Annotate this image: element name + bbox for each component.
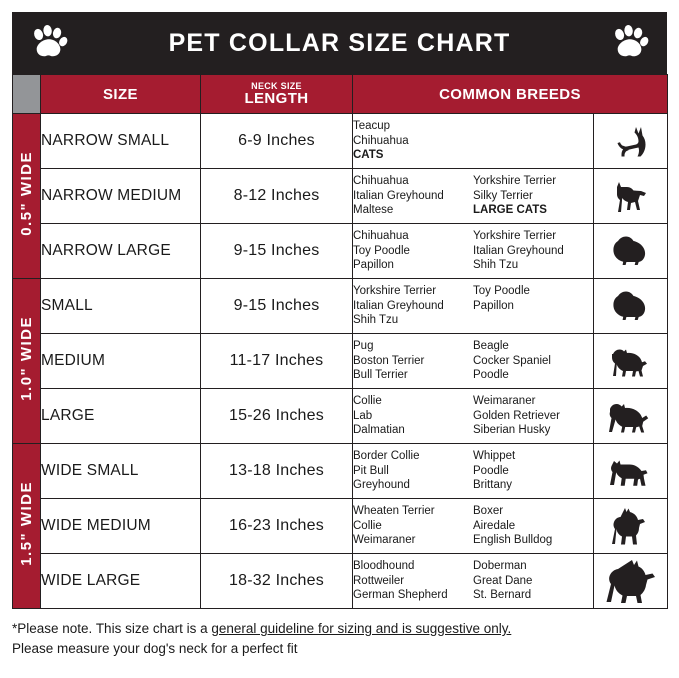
cell-breeds xyxy=(353,499,594,554)
cell-length: 13-18 Inches xyxy=(201,444,353,499)
breeds-column-2: Whippet Poodle Brittany xyxy=(473,449,516,492)
breeds-column-2: Boxer Airedale English Bulldog xyxy=(473,504,553,547)
cell-length: 6-9 Inches xyxy=(201,114,353,169)
group-label-wide: 1.5" WIDE xyxy=(13,444,41,609)
cell-length: 15-26 Inches xyxy=(201,389,353,444)
table-body xyxy=(13,114,668,609)
table-row xyxy=(13,554,668,609)
breeds-column-2: Weimaraner Golden Retriever Siberian Husky xyxy=(473,394,560,437)
footnote-line-1 xyxy=(12,619,667,639)
table-row xyxy=(13,499,668,554)
cell-size: WIDE SMALL xyxy=(41,444,201,499)
column-header-length xyxy=(201,75,353,114)
breeds-column-1: Bloodhound Rottweiler German Shepherd xyxy=(353,559,448,602)
table-row xyxy=(13,224,668,279)
cell-length: 18-32 Inches xyxy=(201,554,353,609)
footnote-underlined: general guideline for sizing and is suggestive only. xyxy=(211,621,512,636)
breeds-column-1: Border Collie Pit Bull Greyhound xyxy=(353,449,420,492)
paw-print-icon xyxy=(30,25,68,61)
breeds-column-2: Yorkshire Terrier Italian Greyhound Shih Tzu xyxy=(473,229,564,272)
breeds-column-1: Teacup Chihuahua CATS xyxy=(353,119,409,162)
breeds-column-1: Pug Boston Terrier Bull Terrier xyxy=(353,339,425,382)
sitting-cat-icon xyxy=(594,114,668,169)
small-dog-icon xyxy=(594,169,668,224)
cell-breeds xyxy=(353,444,594,499)
bulldog-icon xyxy=(594,444,668,499)
size-chart-table xyxy=(12,74,668,609)
breeds-column-2: Yorkshire Terrier Silky Terrier LARGE CATS xyxy=(473,174,557,217)
cell-length: 11-17 Inches xyxy=(201,334,353,389)
column-header-length-label: LENGTH xyxy=(244,90,309,107)
table-row xyxy=(13,279,668,334)
footnote-prefix: *Please note. This size chart is a xyxy=(12,621,212,636)
cell-length: 9-15 Inches xyxy=(201,224,353,279)
breeds-column-2: Beagle Cocker Spaniel Poodle xyxy=(473,339,551,382)
cell-size: NARROW SMALL xyxy=(41,114,201,169)
breeds-column-1: Collie Lab Dalmatian xyxy=(353,394,405,437)
table-row xyxy=(13,114,668,169)
breeds-column-1: Chihuahua Italian Greyhound Maltese xyxy=(353,174,444,217)
beagle-icon xyxy=(594,334,668,389)
cell-length: 8-12 Inches xyxy=(201,169,353,224)
table-row xyxy=(13,169,668,224)
breeds-column-1: Yorkshire Terrier Italian Greyhound Shih Tzu xyxy=(353,284,444,327)
cell-size: NARROW LARGE xyxy=(41,224,201,279)
fluffy-dog-icon xyxy=(594,224,668,279)
column-header-size: SIZE xyxy=(41,75,201,114)
table-row xyxy=(13,389,668,444)
cell-size: WIDE MEDIUM xyxy=(41,499,201,554)
corner-cell xyxy=(13,75,41,114)
breeds-column-2: Doberman Great Dane St. Bernard xyxy=(473,559,533,602)
breeds-column-1: Wheaten Terrier Collie Weimaraner xyxy=(353,504,435,547)
footnote-line-2: Please measure your dog's neck for a perfect fit xyxy=(12,641,298,657)
fluffy-dog-icon xyxy=(594,279,668,334)
cell-length: 16-23 Inches xyxy=(201,499,353,554)
cell-breeds xyxy=(353,554,594,609)
cell-size: MEDIUM xyxy=(41,334,201,389)
cell-size: LARGE xyxy=(41,389,201,444)
breeds-column-2 xyxy=(473,119,593,163)
doberman-icon xyxy=(594,554,668,609)
table-header-row xyxy=(13,75,668,114)
cell-size: WIDE LARGE xyxy=(41,554,201,609)
breeds-column-2: Toy Poodle Papillon xyxy=(473,284,530,312)
standing-dog-icon xyxy=(594,499,668,554)
cell-length: 9-15 Inches xyxy=(201,279,353,334)
cell-breeds xyxy=(353,169,594,224)
cell-breeds xyxy=(353,389,594,444)
page-title: PET COLLAR SIZE CHART xyxy=(168,28,511,57)
group-label-standard: 1.0" WIDE xyxy=(13,279,41,444)
table-row xyxy=(13,444,668,499)
cell-breeds xyxy=(353,224,594,279)
cell-breeds xyxy=(353,279,594,334)
retriever-icon xyxy=(594,389,668,444)
column-header-breeds: COMMON BREEDS xyxy=(353,75,668,114)
cell-size: SMALL xyxy=(41,279,201,334)
group-label-narrow: 0.5" WIDE xyxy=(13,114,41,279)
breeds-column-1: Chihuahua Toy Poodle Papillon xyxy=(353,229,410,272)
column-header-neck-size: NECK SIZE xyxy=(251,81,302,91)
chart-header xyxy=(12,12,667,74)
paw-print-icon xyxy=(611,25,649,61)
cell-breeds xyxy=(353,114,594,169)
footnote xyxy=(12,619,667,660)
cell-breeds xyxy=(353,334,594,389)
cell-size: NARROW MEDIUM xyxy=(41,169,201,224)
table-row xyxy=(13,334,668,389)
